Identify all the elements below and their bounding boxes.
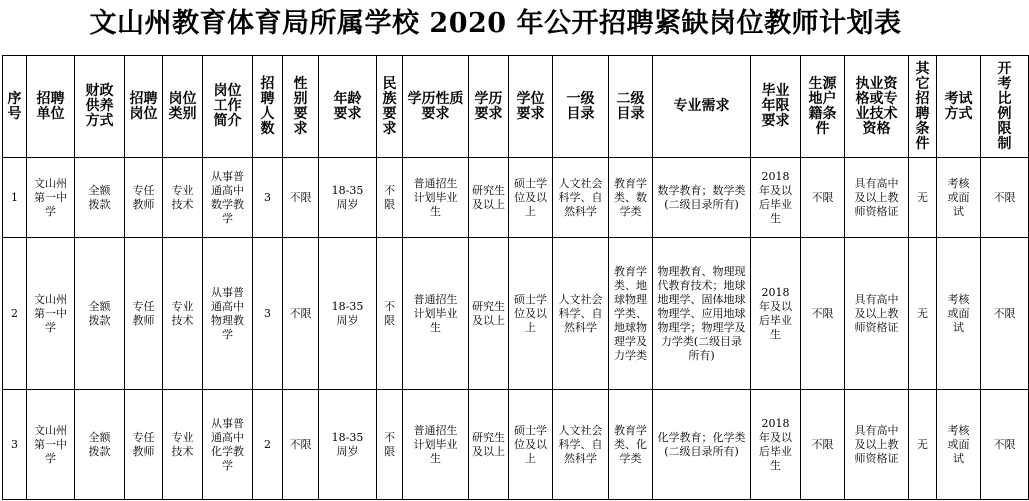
recruitment-plan-table [2,55,1029,500]
table-cell: 教育学类、地球物理学类、地球物理学及力学类 [609,238,653,390]
table-cell: 18-35周岁 [319,238,377,390]
header-cell: 其它招聘条件 [909,56,937,158]
header-cell: 民族要求 [377,56,403,158]
table-cell: 2018年及以后毕业生 [751,158,801,238]
table-cell: 不限 [377,390,403,500]
table-cell: 2 [253,390,283,500]
table-cell: 不限 [283,158,319,238]
table-cell: 3 [253,158,283,238]
table-cell: 研究生及以上 [469,238,509,390]
table-cell: 3 [253,238,283,390]
table-row [3,238,1029,390]
header-cell: 招聘岗位 [125,56,163,158]
header-cell: 年龄要求 [319,56,377,158]
table-cell: 专业技术 [163,390,203,500]
table-cell: 专任教师 [125,390,163,500]
table-cell: 物理教育、物理现代教育技术；地球地理学、固体地球物理学、应用地球物理学；物理学及力学类(二级目录所有) [653,238,751,390]
table-cell: 不限 [801,390,845,500]
table-cell: 普通招生计划毕业生 [403,390,469,500]
table-cell: 无 [909,158,937,238]
header-cell: 考试方式 [937,56,981,158]
table-cell: 18-35周岁 [319,158,377,238]
table-row [3,390,1029,500]
table-cell: 2018年及以后毕业生 [751,390,801,500]
table-cell: 专业技术 [163,238,203,390]
table-cell: 具有高中及以上教师资格证 [845,390,909,500]
table-cell: 无 [909,390,937,500]
table-cell: 考核或面试 [937,158,981,238]
table-cell: 考核或面试 [937,238,981,390]
header-cell: 开考比例限制 [981,56,1029,158]
table-cell: 文山州第一中学 [27,238,75,390]
table-cell: 教育学类、化学类 [609,390,653,500]
table-cell: 具有高中及以上教师资格证 [845,158,909,238]
page-title: 文山州教育体育局所属学校 2020 年公开招聘紧缺岗位教师计划表 [89,8,902,39]
table-cell: 从事普通高中化学教学 [203,390,253,500]
header-cell: 招聘人数 [253,56,283,158]
table-cell: 化学教育；化学类(二级目录所有) [653,390,751,500]
table-cell: 专任教师 [125,158,163,238]
table-cell: 教育学类、数学类 [609,158,653,238]
table-cell: 从事普通高中物理教学 [203,238,253,390]
table-cell: 2018年及以后毕业生 [751,238,801,390]
header-cell: 专业需求 [653,56,751,158]
table-cell: 1 [3,158,27,238]
table-cell: 18-35周岁 [319,390,377,500]
table-cell: 硕士学位及以上 [509,390,553,500]
table-header-row [3,56,1029,158]
table-cell: 硕士学位及以上 [509,158,553,238]
table-cell: 文山州第一中学 [27,390,75,500]
table-cell: 全额拨款 [75,158,125,238]
table-cell: 不限 [801,158,845,238]
header-cell: 二级目录 [609,56,653,158]
header-cell: 学历要求 [469,56,509,158]
table-cell: 从事普通高中数学教学 [203,158,253,238]
header-cell: 生源地户籍条件 [801,56,845,158]
header-cell: 财政供养方式 [75,56,125,158]
table-cell: 不限 [981,390,1029,500]
table-cell: 文山州第一中学 [27,158,75,238]
table-cell: 考核或面试 [937,390,981,500]
table-cell: 无 [909,238,937,390]
table-cell: 数学教育；数学类(二级目录所有) [653,158,751,238]
table-cell: 不限 [283,238,319,390]
table-cell: 普通招生计划毕业生 [403,238,469,390]
table-cell: 专业技术 [163,158,203,238]
header-cell: 性别要求 [283,56,319,158]
table-cell: 不限 [801,238,845,390]
table-cell: 不限 [981,238,1029,390]
table-cell: 不限 [377,158,403,238]
table-cell: 不限 [377,238,403,390]
table-row [3,158,1029,238]
header-cell: 学历性质要求 [403,56,469,158]
header-cell: 招聘单位 [27,56,75,158]
table-cell: 硕士学位及以上 [509,238,553,390]
table-cell: 3 [3,390,27,500]
header-cell: 序号 [3,56,27,158]
table-cell: 全额拨款 [75,390,125,500]
table-cell: 人文社会科学、自然科学 [553,158,609,238]
header-cell: 学位要求 [509,56,553,158]
table-cell: 研究生及以上 [469,390,509,500]
table-cell: 不限 [981,158,1029,238]
table-cell: 人文社会科学、自然科学 [553,390,609,500]
table-cell: 普通招生计划毕业生 [403,158,469,238]
table-cell: 全额拨款 [75,238,125,390]
table-cell: 2 [3,238,27,390]
header-cell: 毕业年限要求 [751,56,801,158]
header-cell: 岗位类别 [163,56,203,158]
table-cell: 专任教师 [125,238,163,390]
header-cell: 一级目录 [553,56,609,158]
header-cell: 岗位工作简介 [203,56,253,158]
table-cell: 人文社会科学、自然科学 [553,238,609,390]
table-cell: 研究生及以上 [469,158,509,238]
header-cell: 执业资格或专业技术资格 [845,56,909,158]
table-cell: 不限 [283,390,319,500]
table-cell: 具有高中及以上教师资格证 [845,238,909,390]
